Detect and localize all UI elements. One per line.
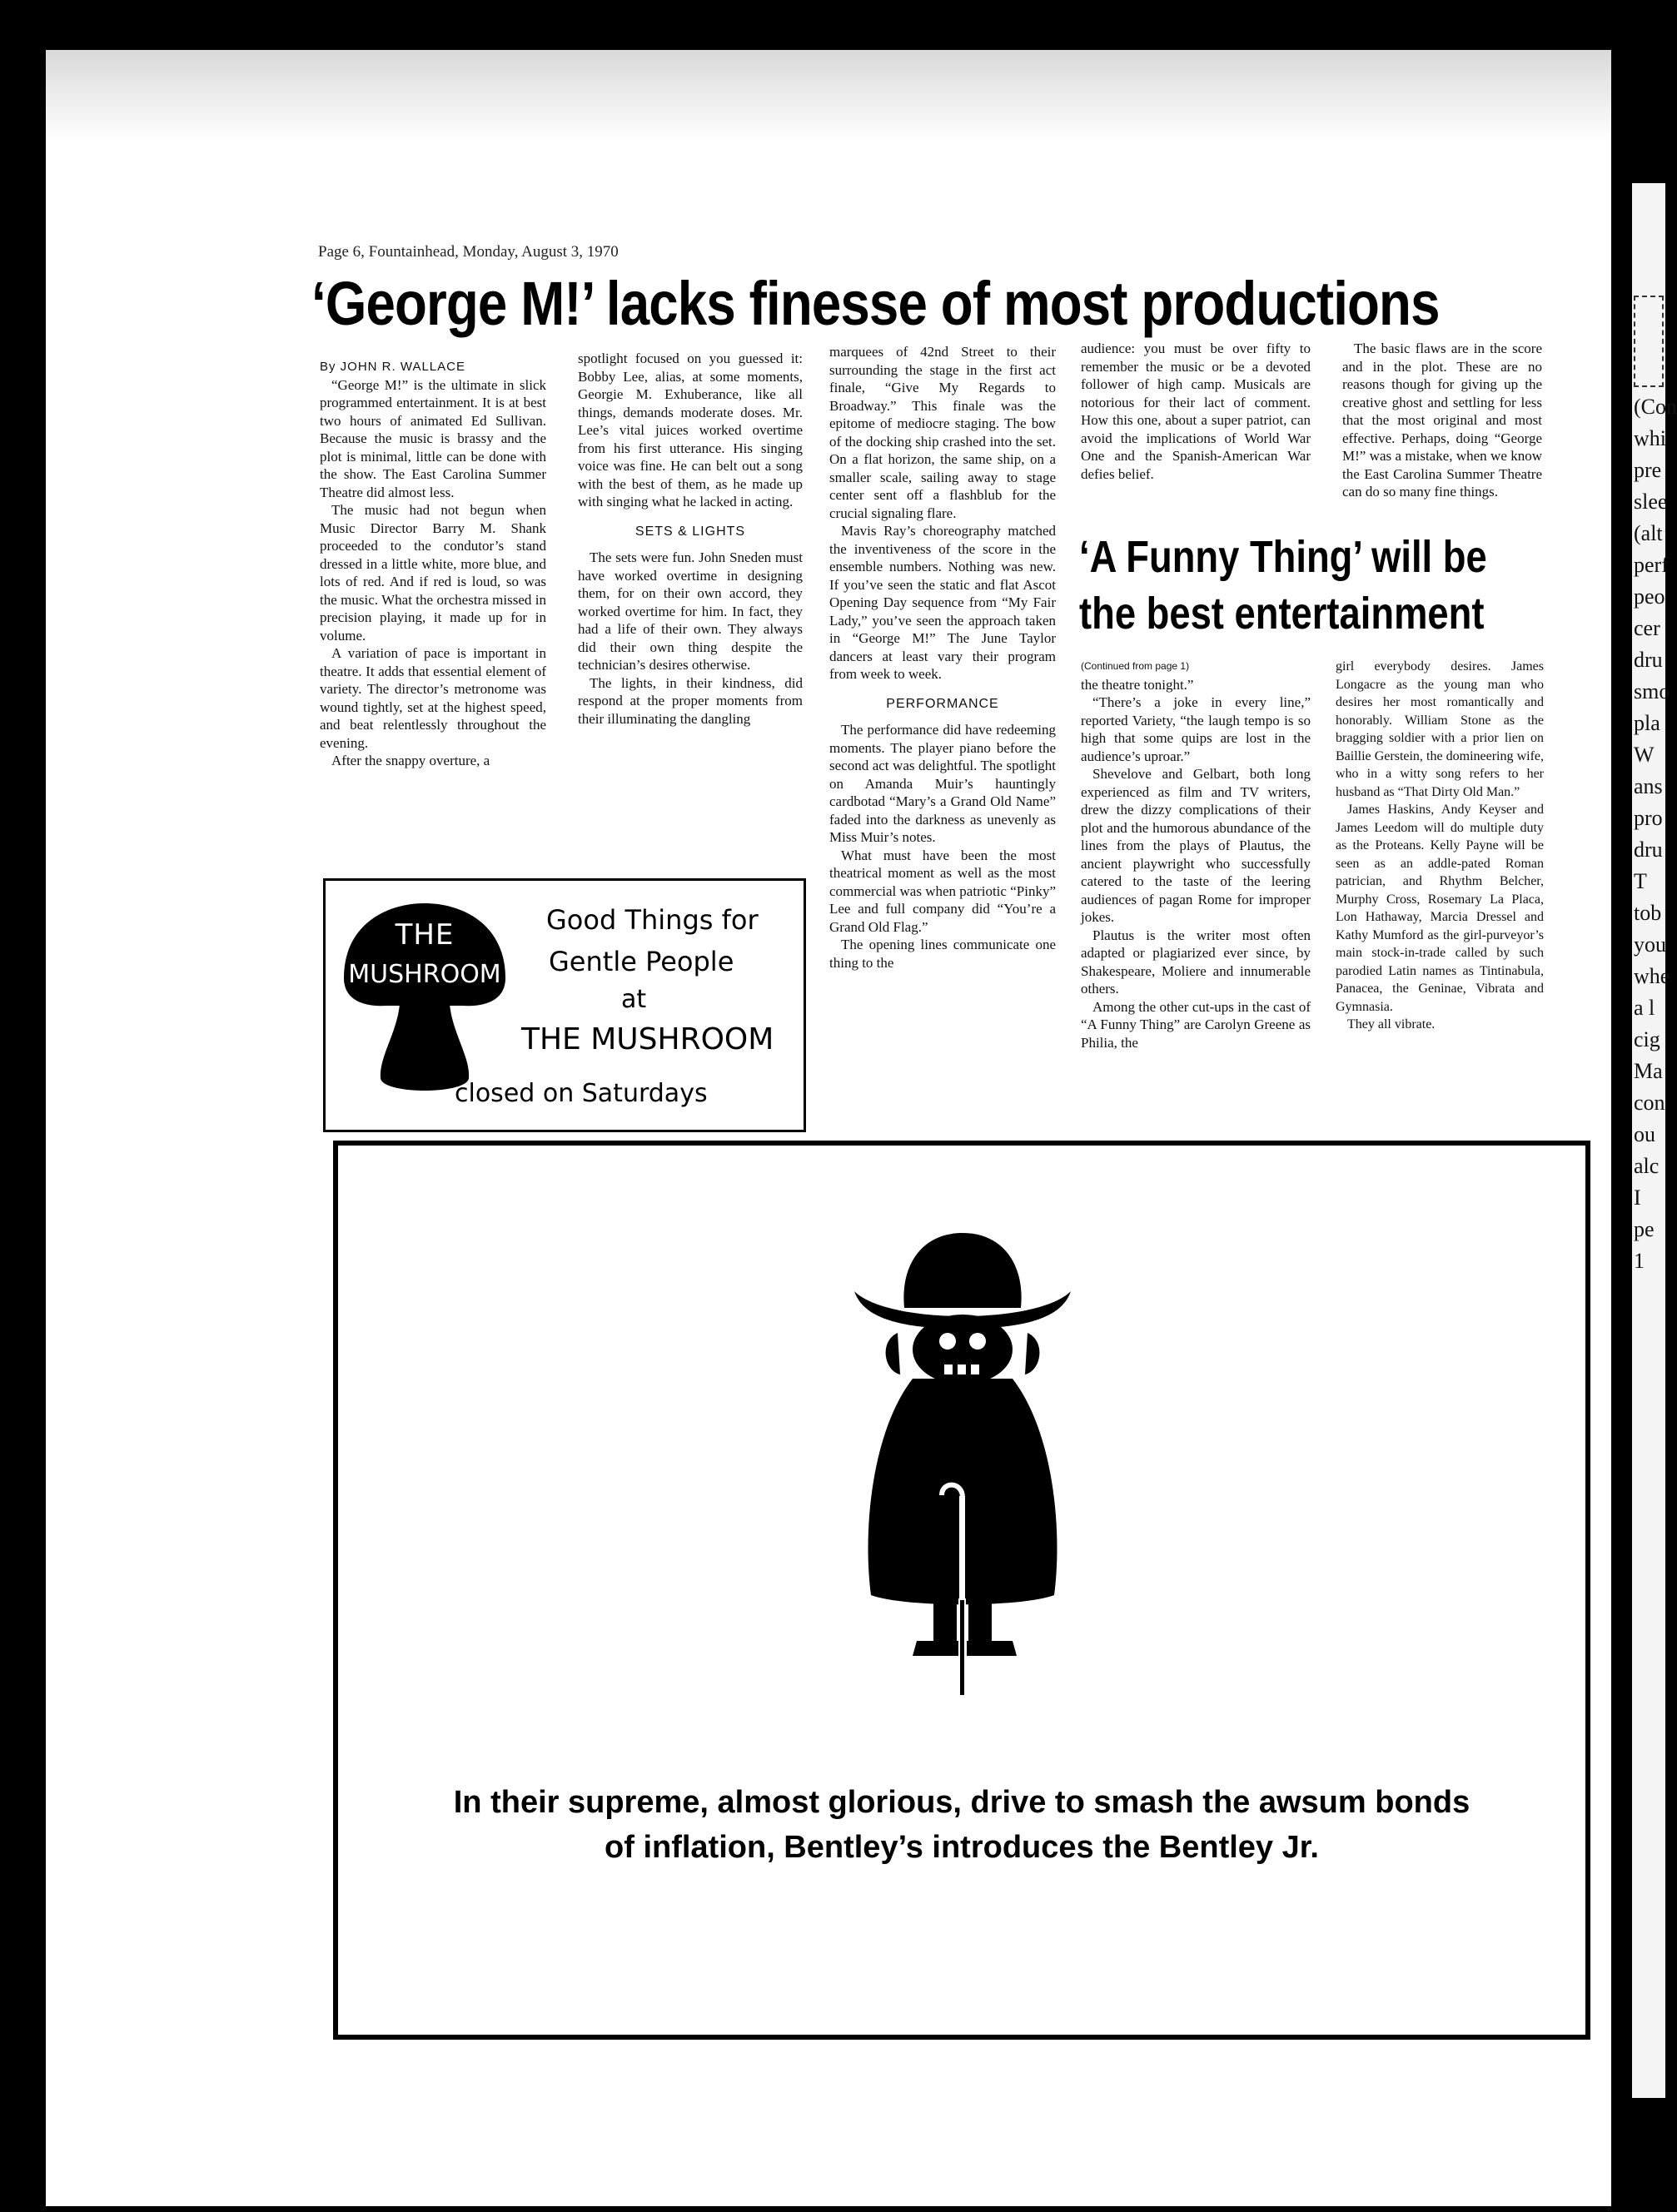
adjacent-page-fragment: whi bbox=[1634, 426, 1666, 450]
article-column-6 bbox=[1081, 658, 1311, 1124]
article-column-2 bbox=[578, 350, 803, 870]
paragraph: The opening lines communicate one thing to the bbox=[829, 937, 1056, 971]
bentley-advertisement bbox=[333, 1141, 1590, 2040]
paragraph: girl everybody desires. James Longacre as the young man who desires her most romantically and honorably. William Stone as the bragging soldier with a prior lien on Baillie Gerstein, the domineering wife, who in a witty song refers to her husband as “That Dirty Old Man.” bbox=[1336, 659, 1544, 799]
paragraph: marquees of 42nd Street to their surrounding the stage in the first act finale, “Give My Regards to Broadway.” This finale was the epitome of mediocre staging. The bow of the docking ship crashed into the set. On a flat horizon, the same ship, on a smaller scale, sailing away to stage center sent off a flashblub for the crucial signaling flare. bbox=[829, 344, 1056, 521]
article-column-4 bbox=[1081, 340, 1311, 523]
paragraph: The basic flaws are in the score and in the plot. These are no reasons though for giving up the creative ghost and settling for less that the most original and most effective. Perhaps, doing “George M!” was a mistake, when we know the East Carolina Summer Theatre can do so many fine things. bbox=[1342, 340, 1542, 500]
ad-line-2: Gentle People bbox=[549, 946, 734, 977]
adjacent-page-fragment: alc bbox=[1634, 1154, 1660, 1178]
paragraph: spotlight focused on you guessed it: Bobby Lee, alias, at some moments, Georgie M. Exhuberance, like all things, demands moderate doses. Mr. Lee’s vital juices worked overtime from his first utterance. His singing voice was fine. He can belt out a song with the best of them, as he made up with singing what he lacked in acting. bbox=[578, 350, 803, 510]
adjacent-page-fragment: dru bbox=[1634, 648, 1663, 672]
adjacent-page-fragment: ou bbox=[1634, 1122, 1655, 1146]
adjacent-page-fragment: W bbox=[1634, 743, 1655, 767]
paragraph: The music had not begun when Music Director Barry M. Shank proceeded to the condutor’s stand dressed in a little white, more blue, and lots of red. And if red is loud, so was the music. What the orchestra missed in precision playing, it made up for in volume. bbox=[320, 502, 546, 644]
main-headline: ‘George M!’ lacks finesse of most productions bbox=[311, 269, 1440, 338]
mushroom-logo-line-2: MUSHROOM bbox=[348, 960, 501, 989]
paragraph: James Haskins, Andy Keyser and James Leedom will do multiple duty as the Proteans. Kelly Payne will be seen as an addle-pated Roman patrician, and Rhythm Belcher, Murphy Cross, Rosemary La Placa, Lon Hathaway, Marcia Dressel and Kathy Mumford as the girl-purveyor’s main stock-in-trade called by such parodied Latin names as Tintinabula, Panacea, the Geninae, Vibrata and Gymnasia. bbox=[1336, 803, 1544, 1014]
top-hat-figure-icon bbox=[854, 1216, 1071, 1749]
paragraph: They all vibrate. bbox=[1347, 1017, 1436, 1031]
ad-line-1: Good Things for bbox=[546, 904, 759, 936]
adjacent-page-fragment: pre bbox=[1634, 458, 1662, 482]
adjacent-page-fragment: (Con bbox=[1634, 395, 1677, 419]
paragraph: What must have been the most theatrical moment as well as the most commercial was when patriotic “Pinky” Lee and full company did “You’re a Grand Old Flag.” bbox=[829, 847, 1056, 935]
byline: By JOHN R. WALLACE bbox=[320, 360, 465, 374]
adjacent-page-fragment: dru bbox=[1634, 838, 1663, 862]
adjacent-page-fragment: pro bbox=[1634, 806, 1663, 830]
paragraph: A variation of pace is important in theatre. It adds that essential element of variety. The director’s metronome was wound tightly, set at the highest speed, and beat relentlessly throughout the evening. bbox=[320, 645, 546, 751]
adjacent-page-fragment: peo bbox=[1634, 584, 1665, 609]
ad-line-3: at bbox=[621, 985, 647, 1014]
ad-line-5: closed on Saturdays bbox=[455, 1079, 708, 1108]
paragraph: Among the other cut-ups in the cast of “A Funny Thing” are Carolyn Greene as Philia, the bbox=[1081, 998, 1311, 1051]
mushroom-logo-line-1: THE bbox=[395, 918, 455, 952]
adjacent-page-fragment: pla bbox=[1634, 711, 1660, 735]
adjacent-page-fragment: (alt bbox=[1634, 521, 1663, 545]
adjacent-page-fragment: whe bbox=[1634, 964, 1670, 988]
adjacent-page-fragment: Ma bbox=[1634, 1059, 1663, 1083]
adjacent-page-fragment: smo bbox=[1634, 679, 1670, 703]
adjacent-page-fragment: a l bbox=[1634, 996, 1655, 1020]
article-column-7 bbox=[1336, 658, 1544, 1124]
paragraph: audience: you must be over fifty to remember the music or be a devoted follower of high camp. Musicals are notorious for their lact of comment. How this one, about a super patriot, can avoid the implications of World War One and the Spanish-American War defies belief. bbox=[1081, 340, 1311, 482]
page-folio: Page 6, Fountainhead, Monday, August 3, 1970 bbox=[318, 243, 619, 261]
adjacent-page-fragment: cer bbox=[1634, 616, 1660, 640]
article-column-1 bbox=[320, 358, 546, 859]
article-column-5 bbox=[1342, 340, 1542, 523]
subhead-sets-lights: SETS & LIGHTS bbox=[634, 524, 746, 539]
bentley-caption-line-2: of inflation, Bentley’s introduces the Bentley Jr. bbox=[605, 1830, 1319, 1865]
adjacent-page-fragment: slee bbox=[1634, 490, 1668, 514]
paragraph: “There’s a joke in every line,” reported Variety, “the laugh tempo is so high that some quips are lost in the audience’s uproar.” bbox=[1081, 694, 1311, 764]
mushroom-advertisement bbox=[323, 878, 806, 1132]
paragraph: “George M!” is the ultimate in slick programmed entertainment. It is at best two hours of animated Ed Sullivan. Because the music is brassy and the plot is minimal, little can be done with the show. The East Carolina Summer Theatre did almost less. bbox=[320, 376, 546, 500]
continuation-note: (Continued from page 1) bbox=[1081, 660, 1190, 672]
secondary-headline-line-2: the best entertainment bbox=[1079, 589, 1485, 639]
secondary-headline bbox=[1079, 529, 1487, 642]
paragraph: After the snappy overture, a bbox=[331, 753, 490, 768]
ad-line-4: THE MUSHROOM bbox=[521, 1022, 774, 1056]
paragraph: Shevelove and Gelbart, both long experienced as film and TV writers, drew the dizzy complications of their plot and the humorous abundance of the lines from the plays of Plautus, the ancient playwright who successfully catered to the taste of the leering audiences of pagan Rome for improper jokes. bbox=[1081, 766, 1311, 925]
article-column-3 bbox=[829, 343, 1056, 1138]
adjacent-page-fragment: T bbox=[1634, 869, 1647, 893]
paragraph: Mavis Ray’s choreography matched the inventiveness of the score in the ensemble numbers. Nothing was new. If you’ve seen the static and flat Ascot Opening Day sequence from “My Fair Lady,” you’ve seen the approach taken in “George M!” The June Taylor dancers at least vary their program from week to week. bbox=[829, 523, 1056, 682]
adjacent-page-fragment: 1 bbox=[1634, 1249, 1645, 1273]
paragraph: Plautus is the writer most often adapted or plagiarized ever since, by Shakespeare, Moliere and innumerable others. bbox=[1081, 927, 1311, 997]
adjacent-page-fragment: perf bbox=[1634, 553, 1669, 577]
adjacent-page-fragment: tob bbox=[1634, 901, 1662, 925]
adjacent-page-fragment: you bbox=[1634, 932, 1666, 957]
bentley-caption-line-1: In their supreme, almost glorious, drive to smash the awsum bonds bbox=[453, 1785, 1470, 1820]
adjacent-page-fragment: pe bbox=[1634, 1217, 1655, 1241]
adjacent-page-fragment: ans bbox=[1634, 774, 1663, 798]
paragraph: The performance did have redeeming moments. The player piano before the second act was delightful. The spotlight on Amanda Muir’s hauntingly cardbotad “Mary’s a Grand Old Name” faded into the darkness as unevenly as Miss Muir’s notes. bbox=[829, 722, 1056, 845]
adjacent-page-fragment: cig bbox=[1634, 1027, 1660, 1051]
adjacent-page-fragment: I bbox=[1634, 1186, 1641, 1210]
secondary-headline-line-1: ‘A Funny Thing’ will be bbox=[1079, 532, 1487, 582]
subhead-performance: PERFORMANCE bbox=[886, 696, 999, 711]
paragraph: The lights, in their kindness, did respond at the proper moments from their illuminating the dangling bbox=[578, 674, 803, 727]
paragraph: the theatre tonight.” bbox=[1081, 676, 1194, 693]
adjacent-page-fragment: con bbox=[1634, 1091, 1665, 1115]
paragraph: The sets were fun. John Sneden must have worked overtime in designing them, for on their own accord, they worked overtime for him. In fact, they had a life of their own. They always did their own thing despite the technician’s desires otherwise. bbox=[578, 549, 803, 673]
